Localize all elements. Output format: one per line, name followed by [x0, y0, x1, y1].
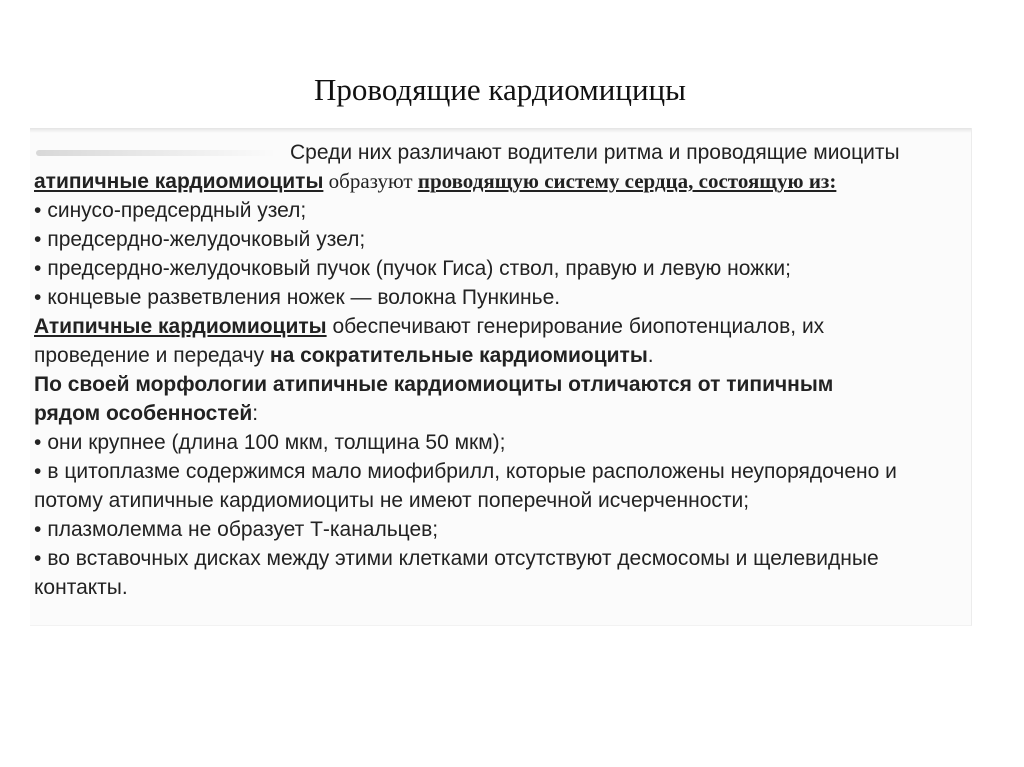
list-item [34, 428, 964, 457]
morphology-line-2 [34, 399, 964, 428]
list-item-text: контакты. [34, 576, 128, 599]
intro-line [34, 138, 964, 167]
bullet-icon: • [34, 431, 42, 454]
morphology-text: По своей морфологии атипичные кардиомиоциты отличаются от типичным [34, 373, 834, 396]
function-text-2: проведение и передачу [34, 344, 270, 367]
list-item-text: предсердно-желудочковый пучок (пучок Гиса) ствол, правую и левую ножки; [47, 257, 791, 280]
function-text: обеспечивают генерирование биопотенциалов, их [326, 315, 825, 338]
function-line-2 [34, 341, 964, 370]
list-item-text: предсердно-желудочковый узел; [47, 228, 366, 251]
intro-text: Среди них различают водители ритма и проводящие миоциты [290, 141, 900, 164]
list-item-text: во вставочных дисках между этими клетками отсутствуют десмосомы и щелевидные [47, 547, 879, 570]
period: . [647, 344, 654, 367]
term-atypical: атипичные кардиомиоциты [34, 170, 324, 193]
features-heading: рядом особенностей [34, 402, 253, 425]
list-item [34, 196, 964, 225]
list-item [34, 254, 964, 283]
colon: : [252, 402, 259, 425]
list-item [34, 457, 964, 486]
bullet-icon: • [34, 518, 42, 541]
bullet-icon: • [34, 257, 42, 280]
bullet-icon: • [34, 460, 42, 483]
text-block [34, 138, 964, 602]
scanned-text-image [30, 128, 972, 626]
list-item-text: они крупнее (длина 100 мкм, толщина 50 мкм); [47, 431, 506, 454]
term-conducting-system: проводящую систему сердца, состоящую из: [417, 169, 837, 193]
list-item [34, 283, 964, 312]
list-item-text: синусо-предсердный узел; [47, 199, 307, 222]
list-item-text: в цитоплазме содержимся мало миофибрилл, которые расположены неупорядочено и [47, 460, 897, 483]
list-item-text: плазмолемма не образует Т-канальцев; [47, 518, 439, 541]
slide-title: Проводящие кардиомицицы [314, 72, 686, 107]
bullet-icon: • [34, 228, 42, 251]
list-item-continuation [34, 486, 964, 515]
term-atypical-2: Атипичные кардиомиоциты [34, 315, 327, 338]
list-item [34, 225, 964, 254]
term-contractile: на сократительные кардиомиоциты [269, 344, 648, 367]
scan-edge [30, 128, 971, 133]
morphology-line [34, 370, 964, 399]
list-item-text: концевые разветвления ножек — волокна Пункинье. [47, 286, 561, 309]
bullet-icon: • [34, 286, 42, 309]
list-item-continuation [34, 573, 964, 602]
list-item [34, 544, 964, 573]
list-item-text: потому атипичные кардиомиоциты не имеют поперечной исчерченности; [34, 489, 750, 512]
function-line [34, 312, 964, 341]
verb-form: образуют [323, 169, 418, 193]
bullet-icon: • [34, 547, 42, 570]
bullet-icon: • [34, 199, 42, 222]
list-item [34, 515, 964, 544]
system-definition-line [34, 167, 964, 196]
